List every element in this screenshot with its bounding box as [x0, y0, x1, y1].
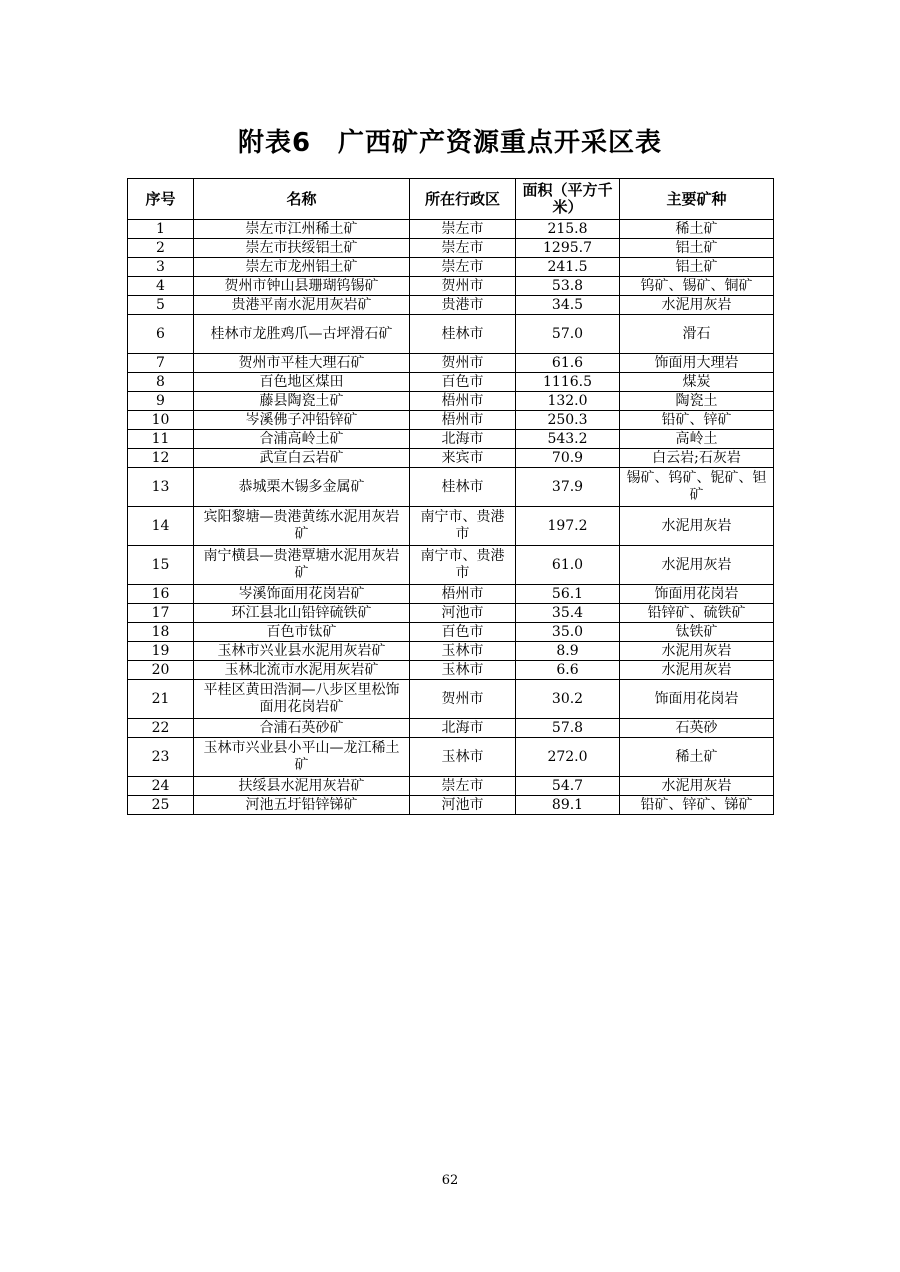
cell-number: 10	[128, 411, 194, 430]
cell-mineral: 钛铁矿	[620, 623, 774, 642]
cell-region: 崇左市	[410, 258, 516, 277]
cell-number: 17	[128, 604, 194, 623]
cell-region: 河池市	[410, 604, 516, 623]
cell-region: 来宾市	[410, 449, 516, 468]
header-name: 名称	[194, 179, 410, 220]
cell-area: 543.2	[516, 430, 620, 449]
cell-number: 7	[128, 354, 194, 373]
cell-region: 梧州市	[410, 585, 516, 604]
cell-area: 61.0	[516, 546, 620, 585]
cell-name: 崇左市扶绥铝土矿	[194, 239, 410, 258]
header-mineral: 主要矿种	[620, 179, 774, 220]
cell-number: 19	[128, 642, 194, 661]
cell-number: 15	[128, 546, 194, 585]
cell-number: 18	[128, 623, 194, 642]
cell-mineral: 饰面用花岗岩	[620, 585, 774, 604]
cell-name: 崇左市龙州铝土矿	[194, 258, 410, 277]
header-region: 所在行政区	[410, 179, 516, 220]
cell-region: 玉林市	[410, 738, 516, 777]
cell-region: 桂林市	[410, 468, 516, 507]
cell-name: 玉林市兴业县小平山—龙江稀土矿	[194, 738, 410, 777]
cell-mineral: 滑石	[620, 315, 774, 354]
cell-region: 玉林市	[410, 642, 516, 661]
cell-area: 37.9	[516, 468, 620, 507]
cell-mineral: 铝土矿	[620, 258, 774, 277]
cell-region: 百色市	[410, 623, 516, 642]
cell-number: 22	[128, 719, 194, 738]
cell-area: 35.4	[516, 604, 620, 623]
table-row	[128, 239, 774, 258]
cell-area: 70.9	[516, 449, 620, 468]
table-row	[128, 546, 774, 585]
cell-mineral: 锡矿、钨矿、铌矿、钽矿	[620, 468, 774, 507]
table-row	[128, 680, 774, 719]
cell-region: 玉林市	[410, 661, 516, 680]
table-row	[128, 604, 774, 623]
cell-mineral: 铅矿、锌矿、锑矿	[620, 796, 774, 815]
table-row	[128, 796, 774, 815]
table-row	[128, 468, 774, 507]
table-row	[128, 777, 774, 796]
cell-number: 25	[128, 796, 194, 815]
cell-number: 3	[128, 258, 194, 277]
cell-name: 百色地区煤田	[194, 373, 410, 392]
table-body	[128, 220, 774, 815]
table-row	[128, 719, 774, 738]
cell-region: 北海市	[410, 719, 516, 738]
cell-name: 恭城栗木锡多金属矿	[194, 468, 410, 507]
table-row	[128, 411, 774, 430]
cell-mineral: 陶瓷土	[620, 392, 774, 411]
cell-area: 54.7	[516, 777, 620, 796]
cell-name: 宾阳黎塘—贵港黄练水泥用灰岩矿	[194, 507, 410, 546]
cell-region: 崇左市	[410, 777, 516, 796]
cell-name: 岑溪佛子冲铅锌矿	[194, 411, 410, 430]
cell-region: 南宁市、贵港市	[410, 546, 516, 585]
cell-mineral: 铅锌矿、硫铁矿	[620, 604, 774, 623]
cell-area: 6.6	[516, 661, 620, 680]
cell-area: 57.8	[516, 719, 620, 738]
mining-area-table	[127, 178, 774, 815]
cell-area: 53.8	[516, 277, 620, 296]
cell-area: 56.1	[516, 585, 620, 604]
cell-mineral: 钨矿、锡矿、铜矿	[620, 277, 774, 296]
cell-number: 8	[128, 373, 194, 392]
cell-name: 贵港平南水泥用灰岩矿	[194, 296, 410, 315]
cell-mineral: 铅矿、锌矿	[620, 411, 774, 430]
cell-number: 4	[128, 277, 194, 296]
cell-area: 1295.7	[516, 239, 620, 258]
cell-name: 岑溪饰面用花岗岩矿	[194, 585, 410, 604]
table-row	[128, 449, 774, 468]
header-number: 序号	[128, 179, 194, 220]
cell-name: 扶绥县水泥用灰岩矿	[194, 777, 410, 796]
cell-mineral: 水泥用灰岩	[620, 507, 774, 546]
cell-area: 61.6	[516, 354, 620, 373]
cell-area: 197.2	[516, 507, 620, 546]
cell-name: 藤县陶瓷土矿	[194, 392, 410, 411]
table-row	[128, 585, 774, 604]
cell-number: 5	[128, 296, 194, 315]
cell-area: 30.2	[516, 680, 620, 719]
cell-name: 环江县北山铅锌硫铁矿	[194, 604, 410, 623]
cell-name: 贺州市平桂大理石矿	[194, 354, 410, 373]
cell-name: 贺州市钟山县珊瑚钨锡矿	[194, 277, 410, 296]
cell-number: 1	[128, 220, 194, 239]
cell-number: 14	[128, 507, 194, 546]
cell-region: 崇左市	[410, 220, 516, 239]
cell-mineral: 煤炭	[620, 373, 774, 392]
table-row	[128, 507, 774, 546]
cell-region: 贵港市	[410, 296, 516, 315]
cell-region: 梧州市	[410, 392, 516, 411]
cell-name: 桂林市龙胜鸡爪—古坪滑石矿	[194, 315, 410, 354]
cell-number: 12	[128, 449, 194, 468]
table-row	[128, 315, 774, 354]
cell-number: 24	[128, 777, 194, 796]
cell-area: 250.3	[516, 411, 620, 430]
cell-region: 贺州市	[410, 354, 516, 373]
table-row	[128, 392, 774, 411]
cell-name: 合浦石英砂矿	[194, 719, 410, 738]
header-area: 面积（平方千米）	[516, 179, 620, 220]
cell-mineral: 稀土矿	[620, 220, 774, 239]
cell-mineral: 稀土矿	[620, 738, 774, 777]
cell-region: 南宁市、贵港市	[410, 507, 516, 546]
cell-name: 玉林北流市水泥用灰岩矿	[194, 661, 410, 680]
cell-region: 河池市	[410, 796, 516, 815]
cell-area: 1116.5	[516, 373, 620, 392]
cell-region: 贺州市	[410, 680, 516, 719]
cell-mineral: 水泥用灰岩	[620, 777, 774, 796]
cell-mineral: 水泥用灰岩	[620, 296, 774, 315]
table-row	[128, 661, 774, 680]
table-row	[128, 623, 774, 642]
table-row	[128, 738, 774, 777]
table-row	[128, 258, 774, 277]
cell-name: 百色市钛矿	[194, 623, 410, 642]
table-row	[128, 277, 774, 296]
cell-area: 89.1	[516, 796, 620, 815]
cell-name: 玉林市兴业县水泥用灰岩矿	[194, 642, 410, 661]
cell-region: 崇左市	[410, 239, 516, 258]
page-number: 62	[441, 1173, 459, 1188]
cell-region: 百色市	[410, 373, 516, 392]
cell-number: 2	[128, 239, 194, 258]
cell-mineral: 水泥用灰岩	[620, 546, 774, 585]
cell-area: 35.0	[516, 623, 620, 642]
cell-name: 南宁横县—贵港覃塘水泥用灰岩矿	[194, 546, 410, 585]
cell-area: 272.0	[516, 738, 620, 777]
cell-area: 241.5	[516, 258, 620, 277]
cell-name: 合浦高岭土矿	[194, 430, 410, 449]
table-row	[128, 354, 774, 373]
cell-mineral: 石英砂	[620, 719, 774, 738]
cell-number: 16	[128, 585, 194, 604]
cell-number: 11	[128, 430, 194, 449]
cell-region: 梧州市	[410, 411, 516, 430]
cell-number: 9	[128, 392, 194, 411]
cell-area: 57.0	[516, 315, 620, 354]
cell-mineral: 铝土矿	[620, 239, 774, 258]
cell-area: 34.5	[516, 296, 620, 315]
cell-area: 132.0	[516, 392, 620, 411]
cell-name: 武宣白云岩矿	[194, 449, 410, 468]
table-row	[128, 220, 774, 239]
cell-name: 平桂区黄田浩洞—八步区里松饰面用花岗岩矿	[194, 680, 410, 719]
cell-name: 河池五圩铅锌锑矿	[194, 796, 410, 815]
cell-number: 13	[128, 468, 194, 507]
cell-region: 北海市	[410, 430, 516, 449]
cell-area: 215.8	[516, 220, 620, 239]
cell-region: 桂林市	[410, 315, 516, 354]
cell-mineral: 白云岩;石灰岩	[620, 449, 774, 468]
table-row	[128, 642, 774, 661]
cell-number: 20	[128, 661, 194, 680]
cell-mineral: 水泥用灰岩	[620, 661, 774, 680]
table-row	[128, 296, 774, 315]
cell-mineral: 饰面用花岗岩	[620, 680, 774, 719]
page-title: 附表6 广西矿产资源重点开采区表	[237, 128, 663, 158]
cell-number: 21	[128, 680, 194, 719]
cell-mineral: 高岭土	[620, 430, 774, 449]
table-row	[128, 430, 774, 449]
table-row	[128, 373, 774, 392]
cell-area: 8.9	[516, 642, 620, 661]
cell-name: 崇左市江州稀土矿	[194, 220, 410, 239]
table-header-row	[128, 179, 774, 220]
cell-mineral: 水泥用灰岩	[620, 642, 774, 661]
cell-number: 6	[128, 315, 194, 354]
cell-region: 贺州市	[410, 277, 516, 296]
cell-number: 23	[128, 738, 194, 777]
cell-mineral: 饰面用大理岩	[620, 354, 774, 373]
